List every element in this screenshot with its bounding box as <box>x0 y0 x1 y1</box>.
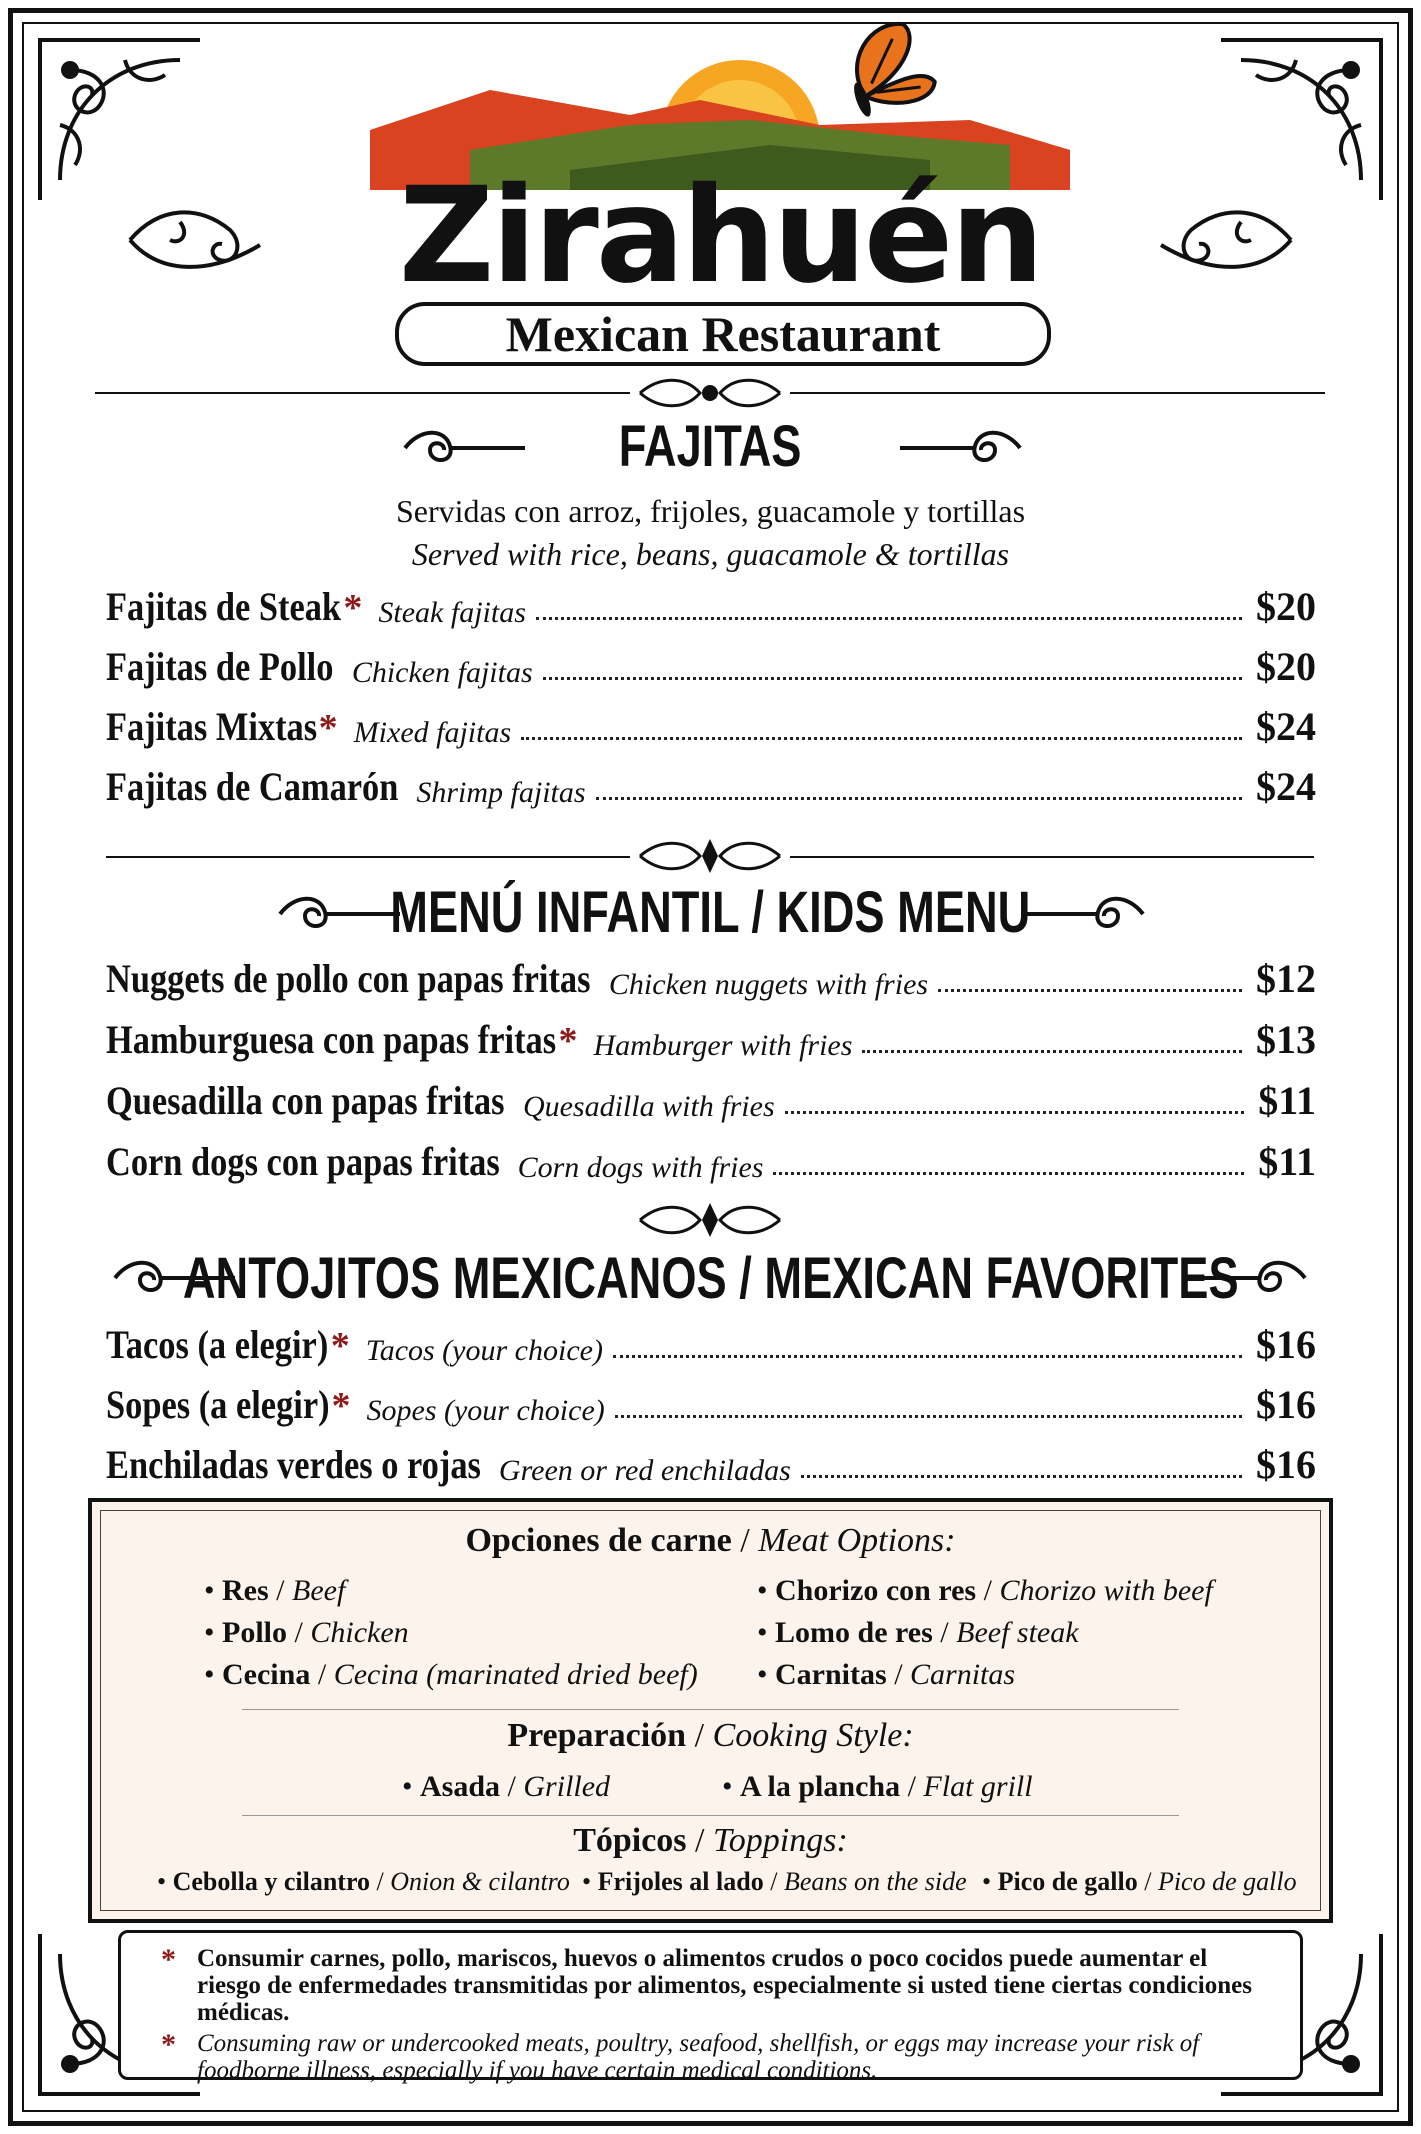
menu-item <box>106 700 1316 750</box>
item-price: $11 <box>1258 1139 1316 1184</box>
item-name-es: Nuggets de pollo con papas fritas <box>106 956 591 1001</box>
fajitas-desc-en: Served with rice, beans, guacamole & tortillas <box>411 536 1010 572</box>
raw-warning-asterisk: * <box>558 1020 578 1062</box>
restaurant-logo <box>370 20 1070 313</box>
item-name-es: Fajitas de Pollo <box>106 644 334 689</box>
item-name-es: Sopes (a elegir) <box>106 1382 330 1427</box>
notice-asterisk: * <box>161 1943 176 1976</box>
item-name-en: Corn dogs with fries <box>517 1151 764 1184</box>
flourish-icon <box>630 1198 790 1242</box>
menu-item <box>106 1013 1316 1063</box>
item-price: $16 <box>1256 1382 1316 1427</box>
menu-item <box>106 952 1316 1002</box>
option-item: • Pico de gallo / Pico de gallo <box>982 1867 1297 1896</box>
item-name-en: Hamburger with fries <box>593 1029 853 1062</box>
option-item: • Chorizo con res / Chorizo with beef <box>757 1574 1213 1607</box>
swirl-left-icon <box>275 894 405 934</box>
item-name-en: Quesadilla with fries <box>522 1090 775 1123</box>
raw-warning-asterisk: * <box>318 707 338 749</box>
menu-item <box>106 1318 1316 1368</box>
item-price: $16 <box>1256 1322 1316 1367</box>
dot-leader <box>536 617 1242 620</box>
option-item: • Asada / Grilled <box>402 1770 611 1803</box>
notice-en: Consuming raw or undercooked meats, poultry, seafood, shellfish, or eggs may increase your risk of foodborne illness, especially if you have certain medical conditions. <box>197 2030 1200 2084</box>
food-safety-notice <box>118 1930 1303 2084</box>
item-name-es: Fajitas de Camarón <box>106 764 399 809</box>
item-name-en: Steak fajitas <box>378 596 526 629</box>
options-panel <box>88 1498 1333 1923</box>
option-item: • Lomo de res / Beef steak <box>757 1616 1079 1649</box>
item-price: $16 <box>1256 1442 1316 1487</box>
item-name-en: Sopes (your choice) <box>366 1394 605 1427</box>
fajitas-desc-es: Servidas con arroz, frijoles, guacamole y tortillas <box>395 493 1026 529</box>
menu-item <box>106 1074 1316 1124</box>
item-name-es: Quesadilla con papas fritas <box>106 1078 505 1123</box>
corner-ornament-icon <box>30 30 210 210</box>
item-name-es: Fajitas Mixtas <box>106 704 318 749</box>
corner-ornament-icon <box>1211 30 1391 210</box>
option-item: • Carnitas / Carnitas <box>757 1658 1016 1691</box>
dot-leader <box>938 989 1242 992</box>
options-separator <box>242 1815 1179 1816</box>
option-item: • A la plancha / Flat grill <box>722 1770 1033 1803</box>
swirl-right-icon <box>895 428 1025 468</box>
item-name-en: Chicken fajitas <box>351 656 533 689</box>
dot-leader <box>596 797 1242 800</box>
raw-warning-asterisk: * <box>343 587 363 629</box>
section-title-fajitas: FAJITAS <box>619 414 802 479</box>
dot-leader <box>543 677 1242 680</box>
scroll-ornament-icon <box>1151 200 1301 280</box>
item-name-es: Fajitas de Steak <box>106 584 342 629</box>
dot-leader <box>862 1050 1242 1053</box>
option-item: • Frijoles al lado / Beans on the side <box>582 1867 967 1896</box>
swirl-left-icon <box>110 1258 240 1298</box>
cooking-style-heading: Preparación / Cooking Style: <box>507 1717 914 1754</box>
item-price: $20 <box>1256 644 1316 689</box>
flourish-icon <box>630 834 790 878</box>
item-price: $13 <box>1256 1017 1316 1062</box>
dot-leader <box>785 1111 1245 1114</box>
dot-leader <box>613 1355 1242 1358</box>
menu-item <box>106 1135 1316 1185</box>
menu-item <box>106 640 1316 690</box>
flourish-icon <box>630 371 790 415</box>
item-name-en: Chicken nuggets with fries <box>608 968 929 1001</box>
item-name-en: Mixed fajitas <box>353 716 512 749</box>
section-title-kids: MENÚ INFANTIL / KIDS MENU <box>390 880 1031 945</box>
item-name-es: Corn dogs con papas fritas <box>106 1139 500 1184</box>
swirl-right-icon <box>1018 894 1148 934</box>
scroll-ornament-icon <box>120 200 270 280</box>
option-item: • Cebolla y cilantro / Onion & cilantro <box>157 1867 570 1896</box>
option-item: • Cecina / Cecina (marinated dried beef) <box>204 1658 698 1691</box>
dot-leader <box>615 1415 1242 1418</box>
dot-leader <box>773 1172 1244 1175</box>
item-name-en: Shrimp fajitas <box>416 776 586 809</box>
item-price: $24 <box>1256 764 1316 809</box>
item-price: $12 <box>1256 956 1316 1001</box>
restaurant-subtitle: Mexican Restaurant <box>395 302 1051 366</box>
toppings-heading: Tópicos / Toppings: <box>573 1822 848 1859</box>
item-name-es: Tacos (a elegir) <box>106 1322 329 1367</box>
item-price: $24 <box>1256 704 1316 749</box>
menu-item <box>106 580 1316 630</box>
raw-warning-asterisk: * <box>331 1385 351 1427</box>
item-price: $20 <box>1256 584 1316 629</box>
raw-warning-asterisk: * <box>330 1325 350 1367</box>
section-title-favorites: ANTOJITOS MEXICANOS / MEXICAN FAVORITES <box>182 1246 1239 1311</box>
notice-es: Consumir carnes, pollo, mariscos, huevos o alimentos crudos o poco cocidos puede aumentar el riesgo de enfermedades transmitidas por alimentos, especialmente si usted tiene ciertas condiciones médicas. <box>197 1945 1252 2026</box>
menu-item <box>106 760 1316 810</box>
swirl-right-icon <box>1180 1258 1310 1298</box>
options-separator <box>242 1709 1179 1710</box>
item-name-es: Hamburguesa con papas fritas <box>106 1017 557 1062</box>
dot-leader <box>521 737 1242 740</box>
item-name-en: Green or red enchiladas <box>498 1454 791 1487</box>
dot-leader <box>801 1475 1242 1478</box>
swirl-left-icon <box>400 428 530 468</box>
item-price: $11 <box>1258 1078 1316 1123</box>
menu-item <box>106 1438 1316 1488</box>
notice-asterisk: * <box>161 2028 176 2061</box>
menu-item <box>106 1378 1316 1428</box>
meat-options-heading: Opciones de carne / Meat Options: <box>465 1522 956 1559</box>
option-item: • Pollo / Chicken <box>204 1616 409 1649</box>
option-item: • Res / Beef <box>204 1574 346 1607</box>
item-name-en: Tacos (your choice) <box>365 1334 603 1367</box>
brand-name: Zirahuén <box>398 159 1042 313</box>
item-name-es: Enchiladas verdes o rojas <box>106 1442 481 1487</box>
